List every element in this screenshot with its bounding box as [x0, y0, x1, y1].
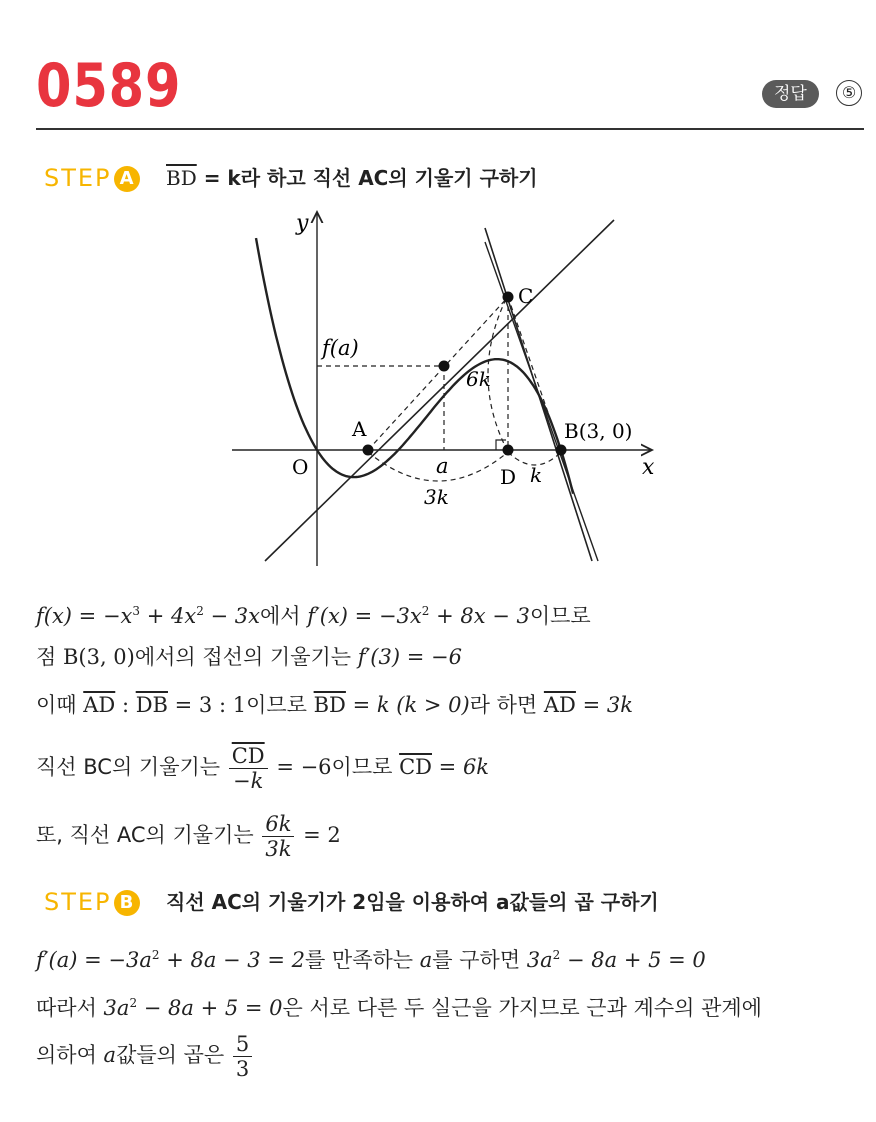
- fraction-6k-over-3k: [262, 812, 294, 861]
- m: 2: [151, 948, 160, 962]
- body-a-line-3: [36, 690, 633, 720]
- t: 직선 BC의 기울기는: [36, 755, 227, 779]
- t: 라 하면: [469, 693, 544, 717]
- frac-num: 6k: [262, 812, 294, 837]
- frac-den: 3: [235, 1056, 250, 1081]
- m: f′(3) = −6: [357, 645, 462, 669]
- m: = k (k > 0): [345, 693, 470, 717]
- step-b-title: 직선 AC의 기울기가 2임을 이용하여 a값들의 곱 구하기: [166, 890, 659, 914]
- segment-bd: $\overline{BD}$: [313, 693, 346, 717]
- origin-label: O: [292, 455, 309, 479]
- len-k-label: k: [530, 463, 543, 487]
- len-6k-label: 6k: [466, 367, 491, 391]
- m: f′(a) = −3a: [36, 948, 152, 972]
- m: − 3x: [203, 604, 260, 628]
- point-a-dot: [363, 445, 374, 456]
- step-a-title-seg: $\overline{BD}$: [166, 166, 197, 190]
- point-d-dot: [503, 445, 514, 456]
- point-c-dot: [503, 292, 514, 303]
- point-b-label: B(3, 0): [564, 419, 633, 443]
- m: 2: [421, 604, 430, 618]
- m: f(x) = −x: [36, 604, 133, 628]
- step-b-letter: B: [114, 890, 140, 916]
- segment-cd: $\overline{CD}$: [399, 755, 432, 779]
- t: 이므로: [331, 755, 400, 779]
- m: 3a: [103, 996, 130, 1020]
- m: f′(x) = −3x: [307, 604, 422, 628]
- body-b-line-2: [36, 988, 762, 1023]
- point-a-label: A: [352, 417, 367, 441]
- point-fa-dot: [439, 361, 450, 372]
- point-c-label: C: [518, 284, 534, 308]
- t: 값들의 곱은: [116, 1043, 231, 1067]
- body-b-line-3: [36, 1026, 254, 1084]
- m: 2: [552, 948, 561, 962]
- m: + 4x: [140, 604, 197, 628]
- body-b-line-1: [36, 940, 706, 975]
- m: = −6: [269, 755, 332, 779]
- frac-num: $\overline{CD}$: [229, 744, 268, 769]
- answer-value: ⑤: [836, 80, 862, 106]
- answer-badge: 정답: [762, 80, 819, 108]
- t: 이므로: [529, 604, 591, 628]
- fa-label: f(a): [322, 336, 359, 360]
- m: B(3, 0): [62, 645, 135, 669]
- m: :: [115, 693, 136, 717]
- t: 의하여: [36, 1043, 104, 1067]
- axis-y-label: y: [296, 211, 309, 236]
- fraction-cd-over-k: [229, 744, 268, 793]
- m: 2: [196, 604, 204, 618]
- m: = 3 : 1: [167, 693, 247, 717]
- step-b-label: [44, 890, 140, 916]
- m: = 2: [296, 823, 341, 847]
- point-d-label: D: [500, 465, 517, 489]
- t: 이때: [36, 693, 84, 717]
- frac-num: 5: [233, 1032, 252, 1057]
- m: = 6k: [432, 755, 490, 779]
- m: 3a: [526, 948, 553, 972]
- m: 2: [129, 996, 138, 1010]
- t: 에서: [259, 604, 308, 628]
- point-b-dot: [556, 445, 567, 456]
- segment-db: $\overline{DB}$: [135, 693, 168, 717]
- m: = 3k: [575, 693, 633, 717]
- a-label: a: [436, 454, 449, 478]
- t: 를 구하면: [432, 948, 527, 972]
- step-a-letter: A: [114, 166, 140, 192]
- step-a-title-rest: = k라 하고 직선 AC의 기울기 구하기: [196, 166, 538, 190]
- segment-ad: $\overline{AD}$: [83, 693, 116, 717]
- m: a: [419, 948, 433, 972]
- m: − 8a + 5 = 0: [560, 948, 706, 972]
- m: + 8a − 3 = 2: [159, 948, 305, 972]
- problem-number: 0589: [36, 51, 182, 121]
- t: 은 서로 다른 두 실근을 가지므로 근과 계수의 관계에: [282, 996, 762, 1020]
- body-a-line-2: [36, 642, 462, 672]
- t: 이므로: [246, 693, 314, 717]
- axis-x-label: x: [642, 455, 655, 480]
- body-a-line-4: [36, 738, 489, 796]
- fraction-5-over-3: [233, 1032, 252, 1081]
- t: 따라서: [36, 996, 104, 1020]
- t: 를 만족하는: [304, 948, 420, 972]
- t: 에서의 접선의 기울기는: [134, 645, 358, 669]
- m: − 8a + 5 = 0: [137, 996, 283, 1020]
- body-a-line-5: [36, 806, 341, 864]
- step-a-text: STEP: [44, 164, 112, 192]
- t: 또, 직선 AC의 기울기는: [36, 823, 261, 847]
- guide-c-to-b: [508, 297, 561, 450]
- len-3k-label: 3k: [424, 485, 449, 509]
- m: 3: [132, 604, 141, 618]
- segment-ad: $\overline{AD}$: [543, 693, 576, 717]
- frac-den: −k: [233, 768, 264, 793]
- t: 점: [36, 645, 63, 669]
- m: a: [103, 1043, 117, 1067]
- m: + 8x − 3: [429, 604, 530, 628]
- body-a-line-1: [36, 596, 591, 631]
- frac-den: 3k: [265, 836, 292, 861]
- step-b-text: STEP: [44, 888, 112, 916]
